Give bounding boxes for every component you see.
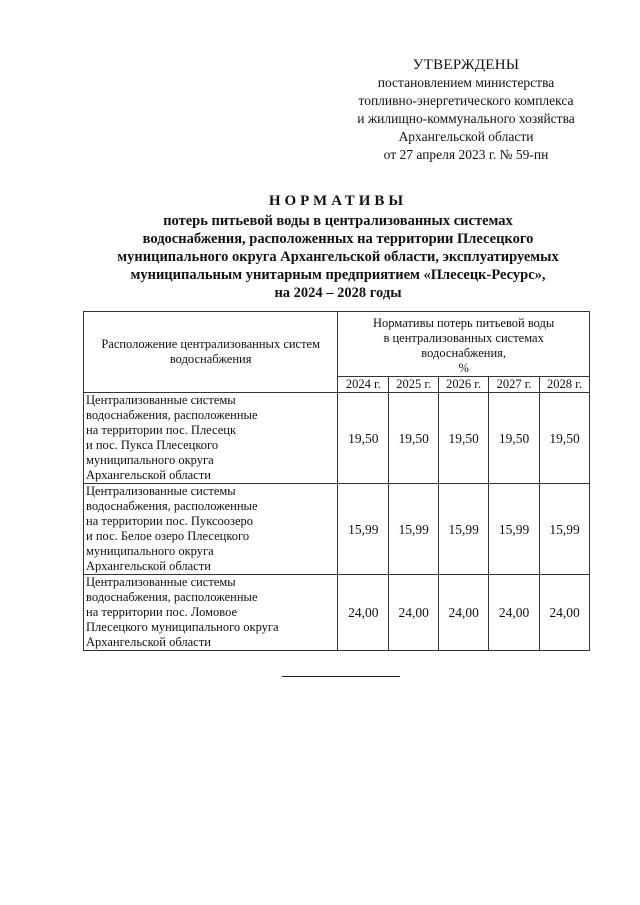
location-line: Плесецкого муниципального округа — [86, 620, 279, 634]
location-line: на территории пос. Ломовое — [86, 605, 238, 619]
location-line: на территории пос. Пуксоозеро — [86, 514, 253, 528]
location-cell — [84, 484, 338, 575]
value-cell: 19,50 — [338, 393, 389, 484]
table-row — [84, 393, 590, 484]
year-header: 2026 г. — [439, 377, 489, 393]
title-line: муниципальным унитарным предприятием «Плесецк-Ресурс», — [130, 267, 546, 283]
location-line: Централизованные системы — [86, 575, 236, 589]
value-cell: 15,99 — [439, 484, 489, 575]
title-heading: НОРМАТИВЫ — [268, 193, 408, 209]
value-cell: 24,00 — [338, 575, 389, 651]
value-cell: 15,99 — [540, 484, 590, 575]
header-text: водоснабжения, — [421, 346, 507, 360]
value-cell: 15,99 — [338, 484, 389, 575]
value-cell: 15,99 — [489, 484, 540, 575]
title-line: водоснабжения, расположенных на территории Плесецкого — [142, 231, 534, 247]
value-cell: 19,50 — [389, 393, 439, 484]
location-line: водоснабжения, расположенные — [86, 408, 258, 422]
table-header-row — [84, 312, 590, 377]
approval-line: Архангельской области — [398, 129, 534, 144]
location-line: Архангельской области — [86, 468, 211, 482]
value-cell: 19,50 — [540, 393, 590, 484]
title-line: муниципального округа Архангельской области, эксплуатируемых — [117, 249, 559, 265]
approval-line: постановлением министерства — [377, 75, 555, 90]
closing-rule — [282, 676, 400, 677]
norms-table — [83, 311, 590, 651]
approval-line: и жилищно-коммунального хозяйства — [357, 111, 575, 126]
value-cell: 19,50 — [439, 393, 489, 484]
header-text: Расположение централизованных систем — [101, 337, 321, 351]
location-line: и пос. Пукса Плесецкого — [86, 438, 219, 452]
year-header: 2025 г. — [389, 377, 439, 393]
title-line: на 2024 – 2028 годы — [274, 285, 402, 301]
location-line: водоснабжения, расположенные — [86, 590, 258, 604]
norms-column-header — [338, 312, 590, 377]
value-cell: 15,99 — [389, 484, 439, 575]
location-line: на территории пос. Плесецк — [86, 423, 237, 437]
location-line: Централизованные системы — [86, 393, 236, 407]
table-row — [84, 484, 590, 575]
approval-line: топливно-энергетического комплекса — [358, 93, 574, 108]
title-line: потерь питьевой воды в централизованных системах — [163, 213, 513, 229]
year-header: 2024 г. — [338, 377, 389, 393]
location-line: муниципального округа — [86, 544, 214, 558]
approval-line: от 27 апреля 2023 г. № 59-пн — [383, 147, 549, 162]
location-line: Архангельской области — [86, 635, 211, 649]
document-title — [88, 192, 588, 302]
location-line: Централизованные системы — [86, 484, 236, 498]
location-cell — [84, 575, 338, 651]
year-header: 2027 г. — [489, 377, 540, 393]
table-row — [84, 575, 590, 651]
header-text: Нормативы потерь питьевой воды — [373, 316, 555, 330]
header-text: водоснабжения — [169, 352, 252, 366]
value-cell: 24,00 — [489, 575, 540, 651]
header-text: в централизованных системах — [383, 331, 544, 345]
location-cell — [84, 393, 338, 484]
year-header: 2028 г. — [540, 377, 590, 393]
location-line: муниципального округа — [86, 453, 214, 467]
approval-heading: УТВЕРЖДЕНЫ — [412, 57, 520, 73]
location-line: и пос. Белое озеро Плесецкого — [86, 529, 250, 543]
value-cell: 24,00 — [389, 575, 439, 651]
value-cell: 19,50 — [489, 393, 540, 484]
approval-block — [328, 56, 604, 164]
location-line: Архангельской области — [86, 559, 211, 573]
location-line: водоснабжения, расположенные — [86, 499, 258, 513]
value-cell: 24,00 — [439, 575, 489, 651]
value-cell: 24,00 — [540, 575, 590, 651]
header-text: % — [458, 361, 469, 375]
location-column-header — [84, 312, 338, 393]
